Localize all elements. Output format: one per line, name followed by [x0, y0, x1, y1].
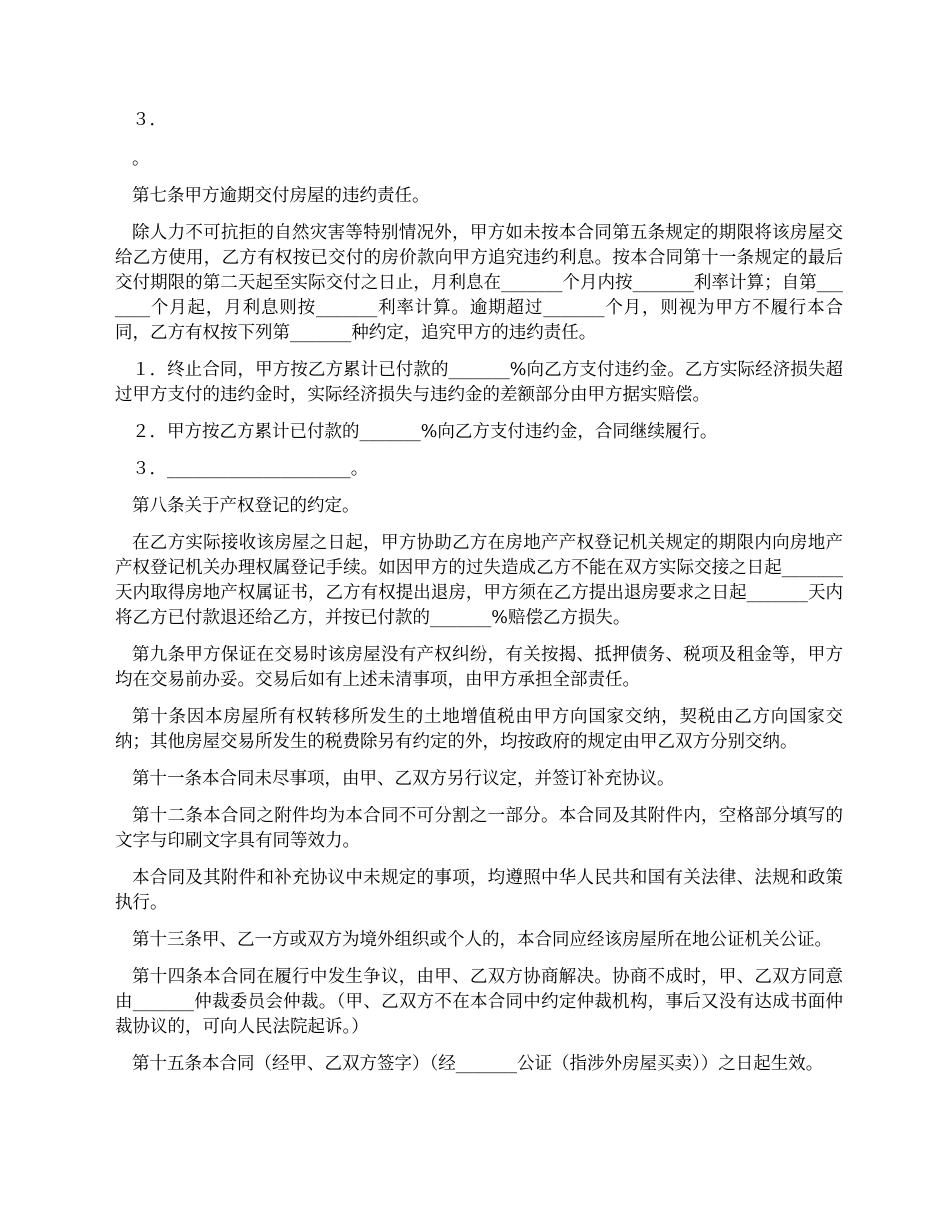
article-13: 第十三条甲、乙一方或双方为境外组织或个人的，本合同应经该房屋所在地公证机关公证。: [132, 930, 832, 950]
item-3-end: 。: [132, 149, 150, 169]
article-15: 第十五条本合同（经甲、乙双方签字）（经_______公证（指涉外房屋买卖））之日起生效。: [132, 1054, 824, 1074]
article-7-body: 除人力不可抗拒的自然灾害等特别情况外，甲方如未按本合同第五条规定的期限将该房屋交给乙方使用，乙方有权按已交付的房价款向甲方追究违约利息。按本合同第十一条规定的最后交付期限的第二天起至实际交付之日止，月利息在_______个月内按_______利率计算；自第_______个月起，月利息则按_______利率计算。逾期超过_______个月，则视为甲方不履行本合同，乙方有权按下列第_______种约定，追究甲方的违约责任。: [115, 223, 843, 343]
article-9: 第九条甲方保证在交易时该房屋没有产权纠纷，有关按揭、抵押债务、税项及租金等，甲方均在交易前办妥。交易后如有上述未清事项，由甲方承担全部责任。: [115, 645, 843, 690]
article-10: 第十条因本房屋所有权转移所发生的土地增值税由甲方向国家交纳，契税由乙方向国家交纳；其他房屋交易所发生的税费除另有约定的外，均按政府的规定由甲乙双方分别交纳。: [115, 707, 843, 752]
article-14: 第十四条本合同在履行中发生争议，由甲、乙双方协商解决。协商不成时，甲、乙双方同意由_______仲裁委员会仲裁。（甲、乙双方不在本合同中约定仲裁机构，事后又没有达成书面仲裁协议的，可向人民法院起诉。）: [115, 967, 843, 1037]
article-12-supplement: 本合同及其附件和补充协议中未规定的事项，均遵照中华人民共和国有关法律、法规和政策执行。: [115, 868, 843, 913]
item-3-label: ３．: [132, 110, 167, 130]
article-12: 第十二条本合同之附件均为本合同不可分割之一部分。本合同及其附件内，空格部分填写的文字与印刷文字具有同等效力。: [115, 806, 843, 851]
article-7-option-3: ３．_____________________。: [132, 459, 369, 479]
article-8-heading: 第八条关于产权登记的约定。: [132, 496, 360, 516]
article-11: 第十一条本合同未尽事项，由甲、乙双方另行议定，并签订补充协议。: [132, 769, 675, 789]
article-7-heading: 第七条甲方逾期交付房屋的违约责任。: [132, 186, 430, 206]
document-page: [115, 108, 843, 1089]
article-7-option-1: １．终止合同，甲方按乙方累计已付款的_______%向乙方支付违约金。乙方实际经济损失超过甲方支付的违约金时，实际经济损失与违约金的差额部分由甲方据实赔偿。: [115, 360, 843, 405]
article-8-body: 在乙方实际接收该房屋之日起，甲方协助乙方在房地产产权登记机关规定的期限内向房地产产权登记机关办理权属登记手续。如因甲方的过失造成乙方不能在双方实际交接之日起_______天内取得房地产权属证书，乙方有权提出退房，甲方须在乙方提出退房要求之日起_______天内将乙方已付款退还给乙方，并按已付款的_______%赔偿乙方损失。: [115, 533, 843, 628]
article-7-option-2: ２．甲方按乙方累计已付款的_______%向乙方支付违约金，合同继续履行。: [132, 422, 718, 442]
